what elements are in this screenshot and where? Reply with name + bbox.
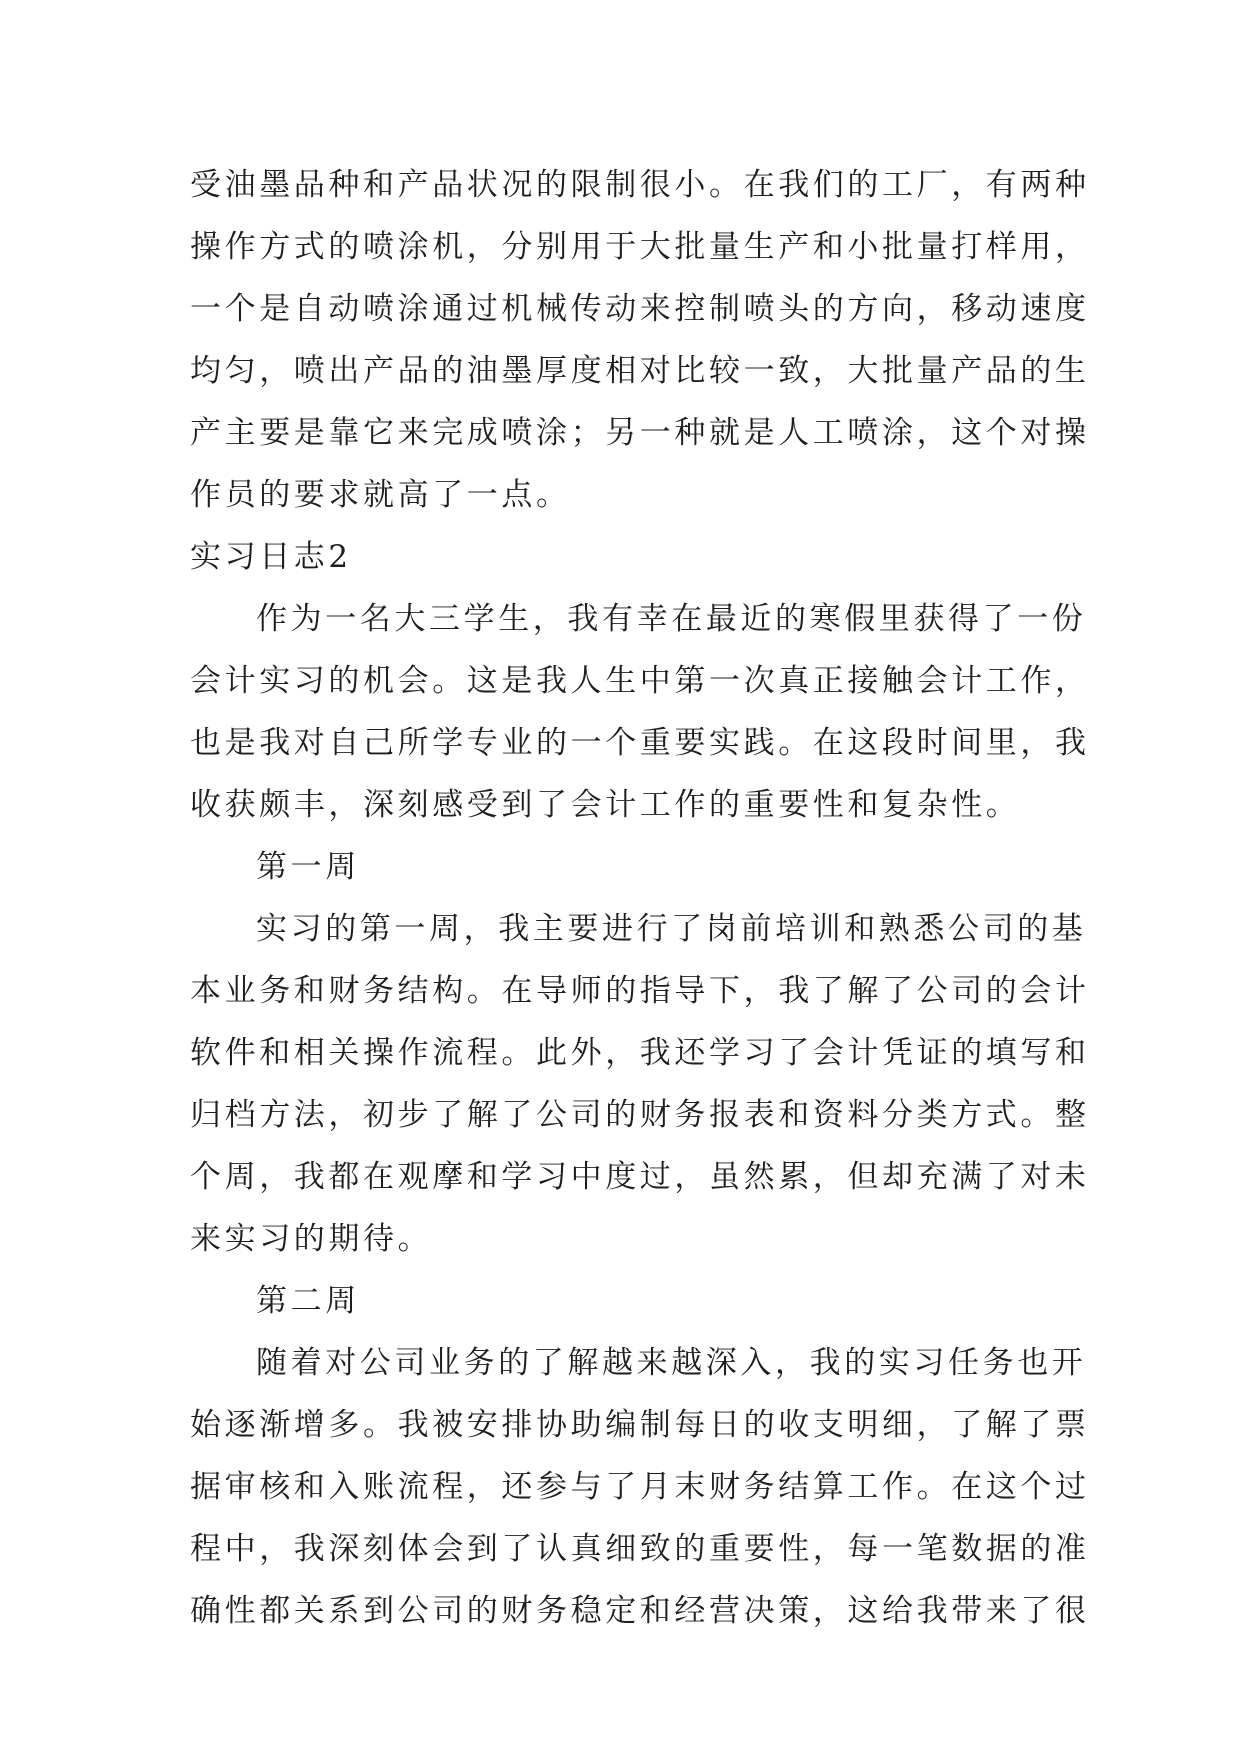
text-line: 一个是自动喷涂通过机械传动来控制喷头的方向，移动速度 bbox=[190, 291, 1090, 327]
week-heading: 第一周 bbox=[256, 849, 360, 885]
text-line: 收获颇丰，深刻感受到了会计工作的重要性和复杂性。 bbox=[190, 787, 1021, 823]
text-line: 作员的要求就高了一点。 bbox=[190, 477, 571, 513]
text-line: 始逐渐增多。我被安排协助编制每日的收支明细，了解了票 bbox=[190, 1407, 1090, 1443]
text-line: 来实习的期待。 bbox=[190, 1221, 433, 1257]
text-line: 操作方式的喷涂机，分别用于大批量生产和小批量打样用， bbox=[190, 229, 1090, 265]
text-line: 个周，我都在观摩和学习中度过，虽然累，但却充满了对未 bbox=[190, 1159, 1090, 1195]
text-line: 会计实习的机会。这是我人生中第一次真正接触会计工作， bbox=[190, 663, 1090, 699]
text-line: 归档方法，初步了解了公司的财务报表和资料分类方式。整 bbox=[190, 1097, 1090, 1133]
text-line: 产主要是靠它来完成喷涂；另一种就是人工喷涂，这个对操 bbox=[190, 415, 1090, 451]
text-line: 本业务和财务结构。在导师的指导下，我了解了公司的会计 bbox=[190, 973, 1090, 1009]
text-line: 随着对公司业务的了解越来越深入，我的实习任务也开 bbox=[256, 1345, 1087, 1381]
text-line: 程中，我深刻体会到了认真细致的重要性，每一笔数据的准 bbox=[190, 1531, 1090, 1567]
text-line: 据审核和入账流程，还参与了月末财务结算工作。在这个过 bbox=[190, 1469, 1090, 1505]
text-line: 实习的第一周，我主要进行了岗前培训和熟悉公司的基 bbox=[256, 911, 1087, 947]
text-line: 均匀，喷出产品的油墨厚度相对比较一致，大批量产品的生 bbox=[190, 353, 1090, 389]
week-heading: 第二周 bbox=[256, 1283, 360, 1319]
document-body bbox=[190, 154, 1090, 1642]
section-heading: 实习日志2 bbox=[190, 539, 352, 575]
text-line: 也是我对自己所学专业的一个重要实践。在这段时间里，我 bbox=[190, 725, 1090, 761]
text-line: 受油墨品种和产品状况的限制很小。在我们的工厂，有两种 bbox=[190, 167, 1090, 203]
text-line: 作为一名大三学生，我有幸在最近的寒假里获得了一份 bbox=[256, 601, 1087, 637]
text-line: 确性都关系到公司的财务稳定和经营决策，这给我带来了很 bbox=[190, 1593, 1090, 1629]
text-line: 软件和相关操作流程。此外，我还学习了会计凭证的填写和 bbox=[190, 1035, 1090, 1071]
